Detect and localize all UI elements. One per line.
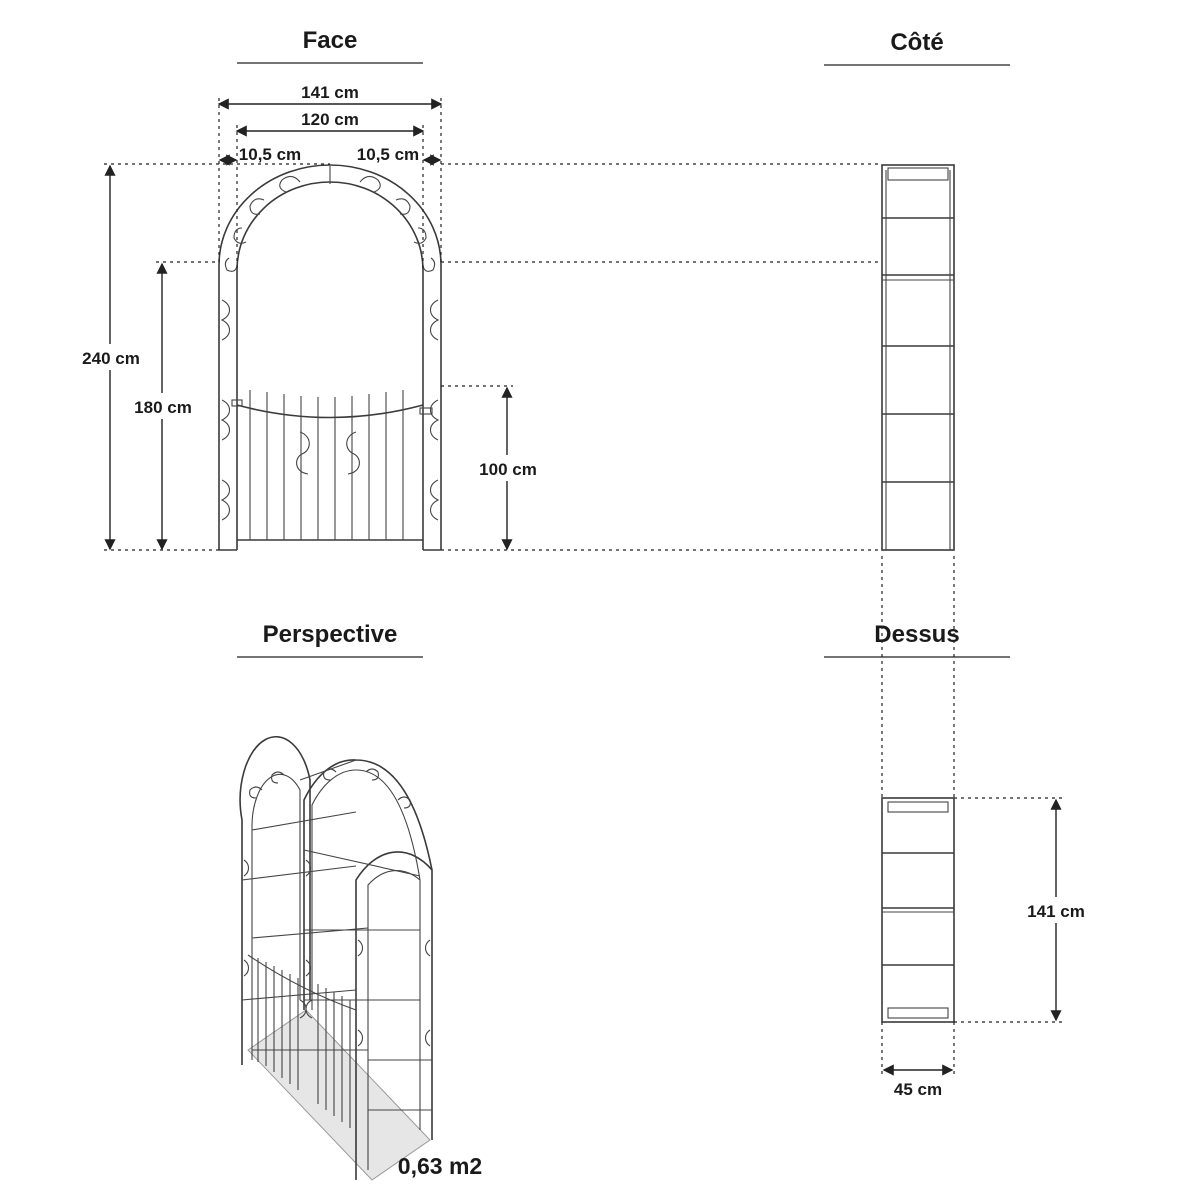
gate xyxy=(232,390,432,540)
left-post-width-label: 10,5 cm xyxy=(238,145,302,164)
face-dimensions xyxy=(76,83,882,550)
depth-width-label: 45 cm xyxy=(893,1080,943,1099)
side-view-frame xyxy=(882,165,954,800)
face-view-title: Face xyxy=(302,27,358,54)
footprint-area-label: 0,63 m2 xyxy=(397,1153,483,1179)
total-width-label: 141 cm xyxy=(301,83,359,102)
perspective-view-title: Perspective xyxy=(262,621,398,648)
arch-inner-frame xyxy=(237,182,423,550)
side-view-title: Côté xyxy=(890,29,944,56)
gate-height-label: 100 cm xyxy=(479,460,537,479)
face-view-arch xyxy=(219,165,441,550)
gate-top-rail xyxy=(237,405,423,418)
perspective-view-arch xyxy=(240,737,482,1180)
arch-start-height-label: 180 cm xyxy=(134,398,192,417)
arch-scroll-ornaments xyxy=(225,166,434,271)
top-view-frame xyxy=(882,798,1092,1099)
total-height-label: 240 cm xyxy=(82,349,140,368)
right-post-width-label: 10,5 cm xyxy=(356,145,420,164)
depth-length-label: 141 cm xyxy=(1027,902,1085,921)
gate-scrolls xyxy=(297,432,360,474)
inner-width-label: 120 cm xyxy=(301,110,359,129)
top-view-title: Dessus xyxy=(874,621,960,648)
